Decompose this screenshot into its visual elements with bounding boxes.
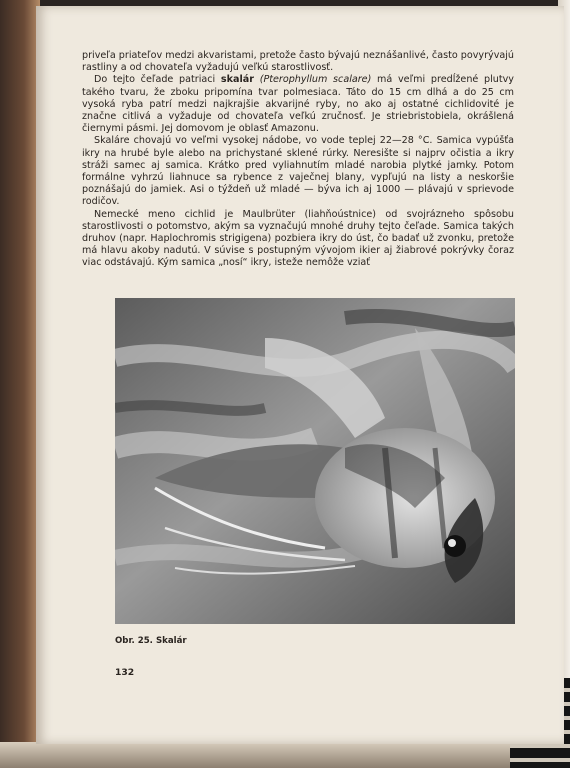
page-number: 132 (115, 667, 135, 678)
latin-name: (Pterophyllum scalare) (253, 74, 372, 86)
paragraph-2-rest: má veľmi predĺžené plutvy takého tvaru, že zboku pripomína tvar polmesiaca. Táto do 15 cm dlhá a do 25 cm vysoká ryba patrí medzi najkrajšie akvarijné ryby, no ako aj ostatné cichlidovité je značne citlivá a vyžaduje od chovateľa veľkú zručnosť. Je striebristobiela, okrášlená čiernymi pásmi. Jej domovom je oblasť Amazonu. (82, 74, 514, 135)
book-spine-edge (0, 0, 40, 768)
paragraph-3: Skaláre chovajú vo veľmi vysokej nádobe, vo vode teplej 22—28 °C. Samica vypúšťa ikry na hrubé byle alebo na prichystané sklené rúrky. Neresište si najprv očistia a ikry stráži samec aj samica. Krátko pred vyliahnutím mladé narobia plytké jamky. Potom formálne vyhrzú liahnuce sa rybence z vaječnej blany, vypľujú na listy a neskoršie poznášajú do jamiek. Asi o týždeň už mladé — býva ich aj 1000 — plávajú v sprievode rodičov. (82, 135, 514, 208)
angelfish-illustration (115, 298, 515, 624)
paragraph-4: Nemecké meno cichlid je Maulbrüter (liahňoústnice) od svojrázneho spôsobu starostlivosti o potomstvo, akým sa vyznačujú mnohé druhy tejto čeľade. Samica takých druhov (napr. Haplochromis strigigena) pozbiera ikry do úst, čo badať už zvonku, pretože má hlavu akoby nadutú. V súvise s postupným vývojom ikier aj žiabrové pokrývky čoraz viac odstávajú. Kým samica „nosí“ ikry, isteže nemôže vziať (82, 208, 514, 269)
paragraph-2-lead: Do tejto čeľade patriaci (94, 74, 221, 86)
species-name: skalár (220, 74, 254, 86)
body-text (82, 50, 514, 270)
paragraph-2 (82, 74, 514, 135)
figure-caption: Obr. 25. Skalár (115, 636, 187, 646)
page-stack-bottom (0, 742, 570, 768)
paragraph-1: priveľa priateľov medzi akvaristami, pretože často bývajú neznášanlivé, často povyrývajú rastliny a od chovateľa vyžadujú veľkú starostlivosť. (82, 50, 514, 74)
angelfish-photo (115, 298, 515, 624)
